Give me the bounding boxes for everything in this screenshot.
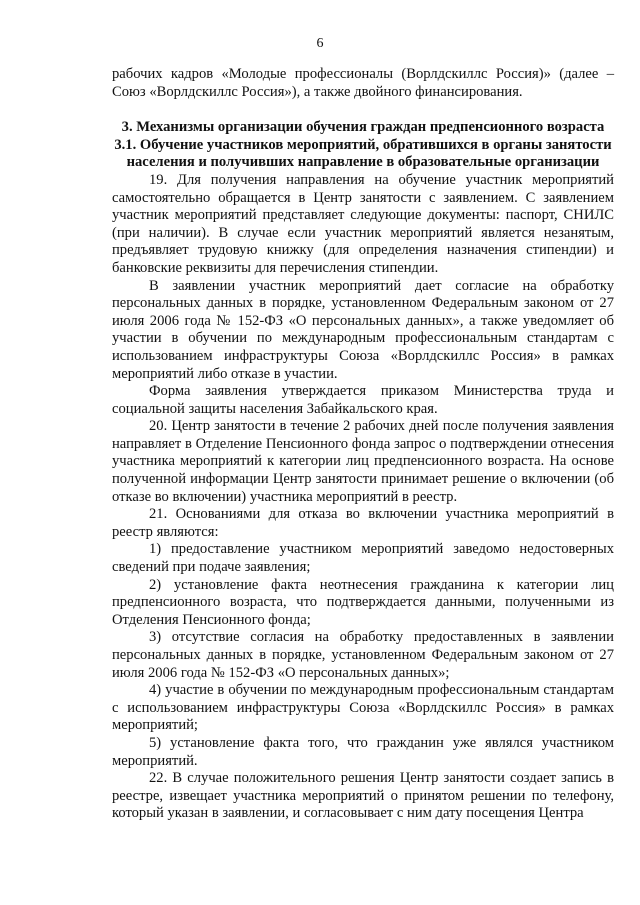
- paragraph: Форма заявления утверждается приказом Министерства труда и социальной защиты населения Забайкальского края.: [112, 383, 614, 417]
- section-heading: 3. Механизмы организации обучения граждан предпенсионного возраста: [121, 119, 605, 136]
- subsection-heading: 3.1. Обучение участников мероприятий, обратившихся в органы занятости населения и получивших направление в образовательные организации: [114, 136, 612, 171]
- page-number: 6: [316, 36, 324, 51]
- paragraph: 20. Центр занятости в течение 2 рабочих дней после получения заявления направляет в Отделение Пенсионного фонда запрос о подтверждении отнесения участника мероприятий к категории лиц предпенсионного возраста. На основе полученной информации Центр занятости принимает решение о включении (об отказе во включении) участника мероприятий в реестр.: [112, 418, 614, 505]
- list-item: 3) отсутствие согласия на обработку предоставленных в заявлении персональных данных в порядке, установленном Федеральным законом от 27 июля 2006 года № 152-ФЗ «О персональных данных»;: [112, 629, 614, 681]
- paragraph: 22. В случае положительного решения Центр занятости создает запись в реестре, извещает участника мероприятий о принятом решении по телефону, который указан в заявлении, и согласовывает с ним дату посещения Центра: [112, 770, 614, 822]
- opening-paragraph: рабочих кадров «Молодые профессионалы (Ворлдскиллс Россия)» (далее – Союз «Ворлдскиллс Россия»), а также двойного финансирования.: [112, 66, 614, 100]
- document-body: [112, 66, 614, 823]
- list-item: 4) участие в обучении по международным профессиональным стандартам с использованием инфраструктуры Союза «Ворлдскиллс Россия» в рамках мероприятий;: [112, 682, 614, 734]
- spacer: [112, 101, 614, 119]
- list-item: 2) установление факта неотнесения гражданина к категории лиц предпенсионного возраста, что подтверждается данными, полученными из Отделения Пенсионного фонда;: [112, 576, 614, 628]
- paragraph: В заявлении участник мероприятий дает согласие на обработку персональных данных в порядке, установленном Федеральным законом от 27 июля 2006 года № 152-ФЗ «О персональных данных», а также уведомляет об участии в обучении по международным профессиональным стандартам с использованием инфраструктуры Союза «Ворлдскиллс Россия» в рамках мероприятий либо отказе в участии.: [112, 277, 614, 382]
- paragraph: 21. Основаниями для отказа во включении участника мероприятий в реестр являются:: [112, 506, 614, 540]
- paragraph: 19. Для получения направления на обучение участник мероприятий самостоятельно обращается в Центр занятости с заявлением. С заявлением участник мероприятий представляет следующие документы: паспорт, СНИЛС (при наличии). В случае если участник мероприятий является незанятым, предъявляет трудовую книжку (для определения назначения стипендии) и банковские реквизиты для перечисления стипендии.: [112, 171, 614, 276]
- list-item: 1) предоставление участником мероприятий заведомо недостоверных сведений при подаче заявления;: [112, 541, 614, 576]
- list-item: 5) установление факта того, что гражданин уже являлся участником мероприятий.: [112, 734, 614, 769]
